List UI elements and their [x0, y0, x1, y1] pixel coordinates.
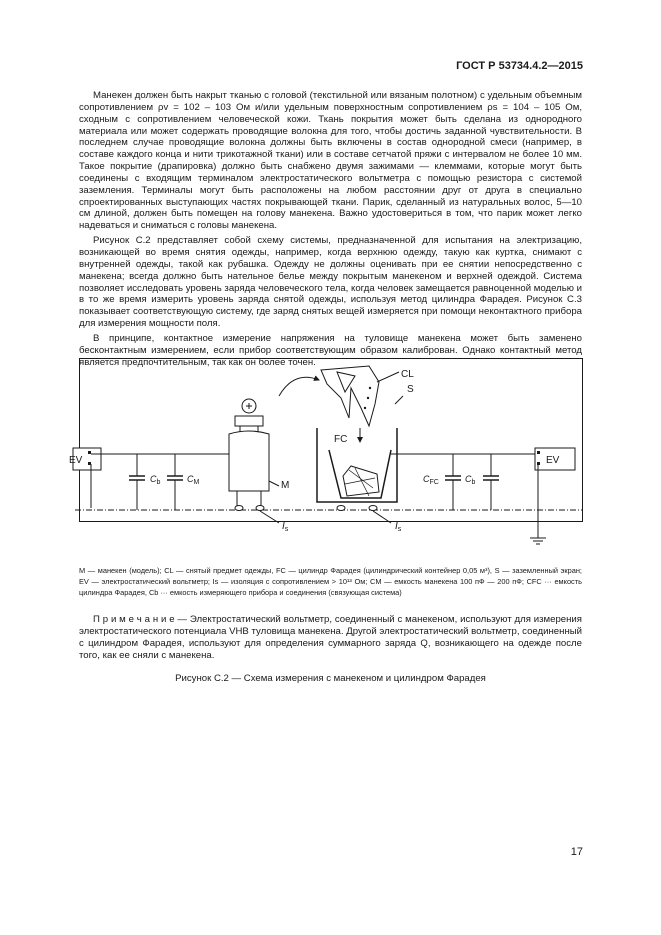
faraday-cylinder	[317, 428, 397, 511]
note-label: П р и м е ч а н и е	[93, 614, 175, 625]
figure-legend: M — манекен (модель); CL — снятый предмет одежды, FC — цилиндр Фарадея (цилиндрический контейнер 0,05 м³), S — заземленный экран; EV — электростатический вольтметр; Is — изоляция с сопротивлением > 10¹³ Ом; CM — емкость манекена 100 пФ — 200 пФ; CFC ··· емкость цилиндра Фарадея, Cb ··· емкость измеряющего прибора и соединения (связующая система)	[79, 566, 582, 598]
mannequin-label: M	[281, 480, 290, 491]
clothing-item	[321, 366, 379, 426]
mannequin	[229, 399, 269, 511]
standard-header: ГОСТ Р 53734.4.2—2015	[456, 60, 583, 72]
voltmeter-right-label: EV	[546, 455, 560, 466]
note	[79, 614, 582, 662]
faraday-label: FC	[334, 434, 348, 445]
screen-label: S	[407, 384, 414, 395]
cap-cm-label: $C_M$	[187, 474, 200, 486]
note-text: — Электростатический вольтметр, соединенный с манекеном, используют для измерения электростатического потенциала VНВ туловища манекена. Другой электростатический вольтметр, соединенный с цилиндром Фарадея, используют для определения суммарного заряда Q, возникающего на одежде после того, как ее сняли с манекена.	[79, 614, 582, 661]
cap-cb-right-label: $C_b$	[465, 474, 476, 486]
cap-cb-left-label: $C_b$	[150, 474, 161, 486]
transfer-arrow	[279, 377, 319, 396]
insulation-left-label: $I_s$	[282, 521, 289, 533]
page-number: 17	[570, 846, 583, 858]
paragraph-mannequin-cover: Манекен должен быть накрыт тканью с головой (текстильной или вязаным полотном) с удельным объемным сопротивлением ρv = 102 – 103 Ом и/или удельным поверхностным сопротивлением ρs = 104 – 105 Ом, сходным с сопротивлением человеческой кожи. Ткань покрытия может быть сделана из однородного материала или может содержать проводящие волокна для того, чтобы достичь заданной чувствительности. В последнем случае проводящие волокна должны быть включены в состав однородной смеси (например, в составе каждого конца и нити трикотажной ткани) или в составе сетчатой пряжи с интервалом не более 10 мм. Такое покрытие (драпировка) должно быть снабжено двумя зажимами — клеммами, которые могут быть соединены с входящим терминалом электростатического вольтметра с помощью резистора с системой заземления. Терминалы могут быть расположены на любом расстоянии друг от друга в специально спроектированных выступающих частях покрывающей ткани. Парик, сделанный из натуральных волос, 5—10 см длиной, должен быть помещен на голову манекена. Важно удостовериться в том, что парик может легко надеваться и сниматься с головы манекена.	[79, 90, 582, 232]
figure-caption: Рисунок С.2 — Схема измерения с манекеном и цилиндром Фарадея	[175, 673, 486, 684]
insulation-right-label: $I_s$	[395, 521, 402, 533]
voltmeter-left-label: EV	[69, 455, 83, 466]
clothing-label: CL	[401, 369, 414, 380]
measurement-diagram	[69, 358, 583, 552]
cap-cfc-label: $C_{FC}$	[423, 474, 439, 486]
paragraph-contact-measurement: В принципе, контактное измерение напряжения на туловище манекена может быть заменено бесконтактным измерением, если прибор соответствующим образом калиброван. Однако контактный метод является предпочтительным, так как он более точен.	[79, 332, 582, 368]
paragraph-figure-description: Рисунок С.2 представляет собой схему системы, предназначенной для испытания на электризацию, возникающей во время снятия одежды, например, когда верхнюю одежду, такую как куртка, снимают с внутренней одежды, такой как рубашка. Одежду не должны оценивать при ее снятии непосредственно с манекена; всегда должно быть нательное белье между покрытым манекеном и верхней одеждой. Система позволяет исследовать уровень заряда человеческого тела, когда человек замещается равноценной моделью и в то же время измерить уровень заряда снятой одежды, используя метод цилиндра Фарадея. Рисунок С.3 показывает соответствующую систему, где заряд снятых вещей измеряется при помощи неконтактного прибора для измерения мощности поля.	[79, 235, 582, 330]
body-text	[79, 90, 582, 371]
